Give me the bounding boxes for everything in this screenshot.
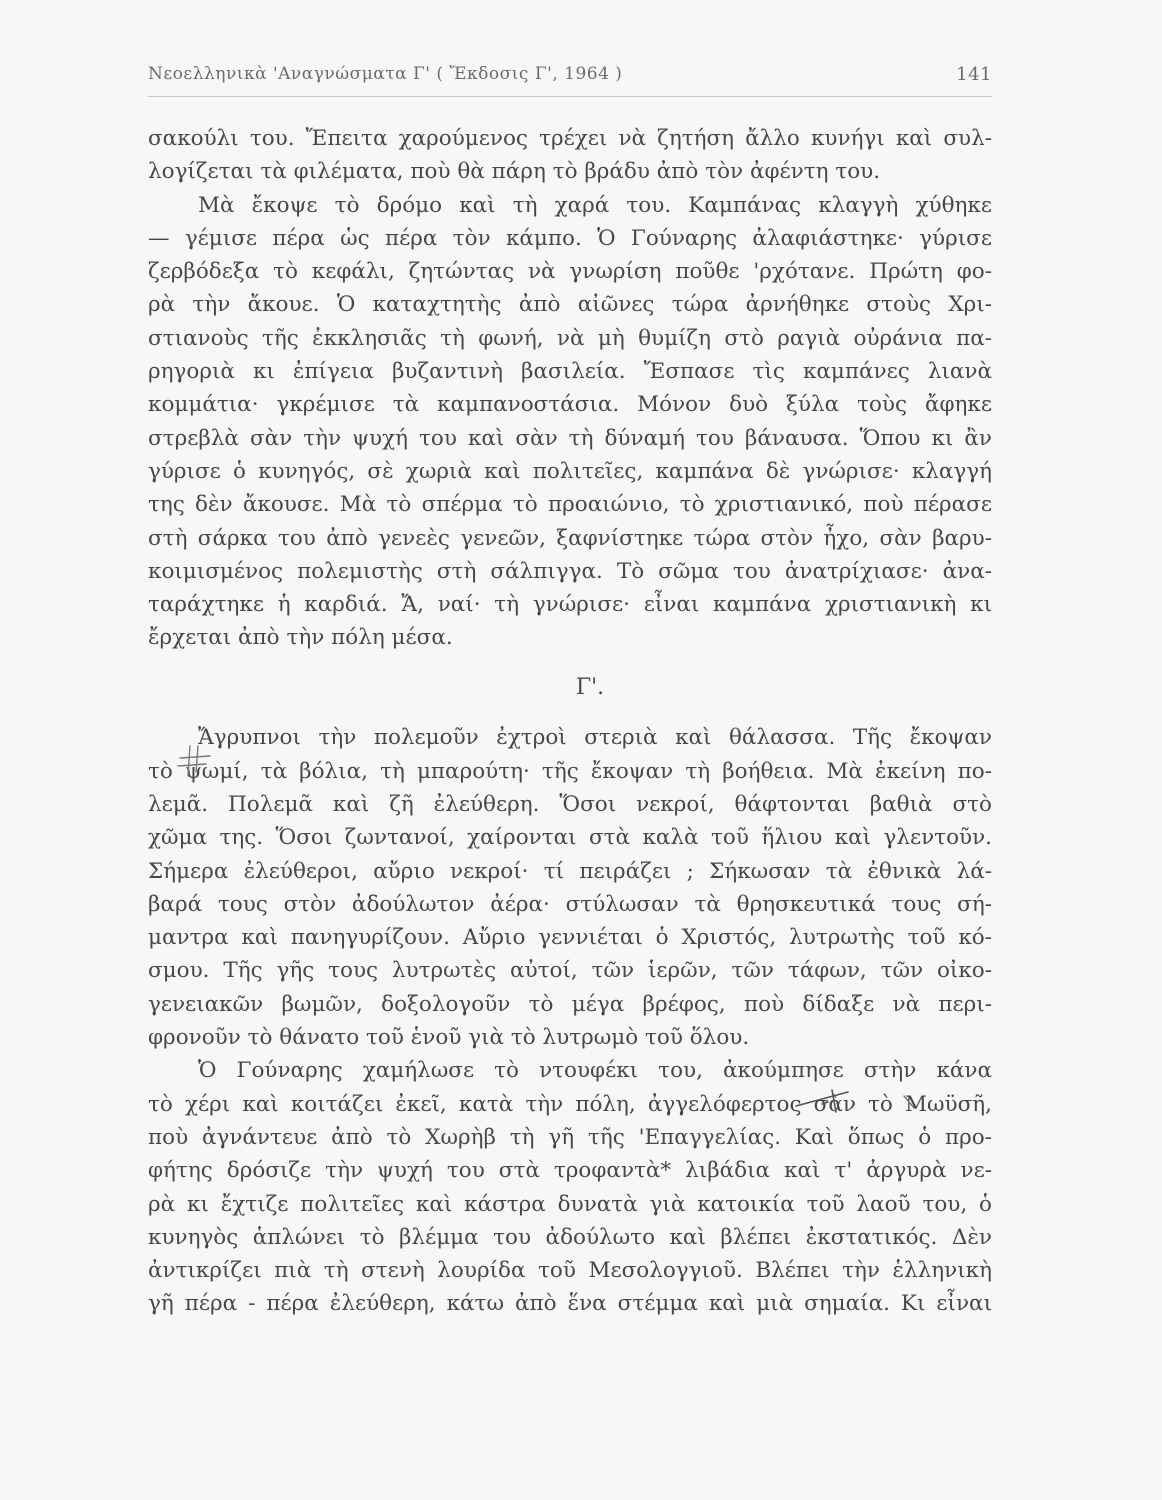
- text-line: στὴ σάρκα του ἀπὸ γενεὲς γενεῶν, ξαφνίστηκε τώρα στὸν ἦχο, σὰν βαρυ-: [148, 525, 992, 551]
- text-line: Ὁ Γούναρης χαμήλωσε τὸ ντουφέκι του, ἀκούμπησε στὴν κάνα: [198, 1058, 992, 1084]
- text-line: μαντρα καὶ πανηγυρίζουν. Αὔριο γεννιέται ὁ Χριστός, λυτρωτὴς τοῦ κό-: [148, 925, 992, 951]
- text-line: ἔρχεται ἀπὸ τὴν πόλη μέσα.: [148, 625, 453, 651]
- text-line: τὸ χέρι καὶ κοιτάζει ἐκεῖ, κατὰ τὴν πόλη, ἀγγελόφερτος σὰν τὸ Μωϋσῆ,: [148, 1091, 992, 1117]
- pen-tick-icon: [900, 1092, 920, 1112]
- pen-mark-icon: [176, 742, 216, 782]
- text-line: λογίζεται τὰ φιλέματα, ποὺ θὰ πάρη τὸ βράδυ ἀπὸ τὸν ἀφέντη του.: [148, 159, 881, 185]
- text-line: ταράχτηκε ἡ καρδιά. Ἄ, ναί· τὴ γνώρισε· εἶναι καμπάνα χριστιανικὴ κι: [148, 592, 992, 618]
- text-line: Μὰ ἔκοψε τὸ δρόμο καὶ τὴ χαρά του. Καμπάνας κλαγγὴ χύθηκε: [198, 192, 992, 218]
- text-line: ζερβόδεξα τὸ κεφάλι, ζητώντας νὰ γνωρίση ποῦθε 'ρχότανε. Πρώτη φο-: [148, 259, 992, 285]
- running-title: Νεοελληνικὰ 'Αναγνώσματα Γ' ( Ἔκδοσις Γ', 1964 ): [148, 64, 623, 84]
- text-line: στιανοὺς τῆς ἐκκλησιᾶς τὴ φωνή, νὰ μὴ θυμίζη στὸ ραγιὰ οὐράνια πα-: [148, 325, 992, 351]
- text-line: στρεβλὰ σὰν τὴν ψυχή του καὶ σὰν τὴ δύναμή του βάναυσα. Ὅπου κι ἂν: [148, 425, 992, 451]
- text-line: φήτης δρόσιζε τὴν ψυχή του στὰ τροφαντὰ* λιβάδια καὶ τ' ἀργυρὰ νε-: [148, 1158, 992, 1184]
- text-line: κομμάτια· γκρέμισε τὰ καμπανοστάσια. Μόνον δυὸ ξύλα τοὺς ἄφηκε: [148, 392, 992, 418]
- text-line: χῶμα της. Ὅσοι ζωντανοί, χαίρονται στὰ καλὰ τοῦ ἥλιου καὶ γλεντοῦν.: [148, 825, 992, 851]
- text-line: Σήμερα ἐλεύθεροι, αὔριο νεκροί· τί πειράζει ; Σήκωσαν τὰ ἐθνικὰ λά-: [148, 858, 992, 884]
- text-line: ἀντικρίζει πιὰ τὴ στενὴ λουρίδα τοῦ Μεσολογγιοῦ. Βλέπει τὴν ἑλληνικὴ: [148, 1258, 992, 1284]
- text-line: σακούλι του. Ἔπειτα χαρούμενος τρέχει νὰ ζητήση ἄλλο κυνήγι καὶ συλ-: [148, 126, 992, 151]
- header-rule: [148, 96, 992, 97]
- text-line: τὸ ψωμί, τὰ βόλια, τὴ μπαρούτη· τῆς ἔκοψαν τὴ βοήθεια. Μὰ ἐκείνη πο-: [148, 758, 992, 784]
- section-heading: Γ'.: [575, 674, 605, 700]
- text-line: βαρά τους στὸν ἀδούλωτον ἀέρα· στύλωσαν τὰ θρησκευτικά τους σή-: [148, 891, 992, 917]
- text-line: ρὰ τὴν ἄκουε. Ὁ καταχτητὴς ἀπὸ αἰῶνες τώρα ἀρνήθηκε στοὺς Χρι-: [148, 292, 992, 318]
- text-line: της δὲν ἄκουσε. Μὰ τὸ σπέρμα τὸ προαιώνιο, τὸ χριστιανικό, ποὺ πέρασε: [148, 492, 992, 518]
- text-line: φρονοῦν τὸ θάνατο τοῦ ἑνοῦ γιὰ τὸ λυτρωμὸ τοῦ ὅλου.: [148, 1025, 750, 1051]
- text-line: γενειακῶν βωμῶν, δοξολογοῦν τὸ μέγα βρέφος, ποὺ δίδαξε νὰ περι-: [148, 991, 992, 1017]
- text-line: λεμᾶ. Πολεμᾶ καὶ ζῆ ἐλεύθερη. Ὅσοι νεκροί, θάφτονται βαθιὰ στὸ: [148, 791, 992, 817]
- text-line: Ἄγρυπνοι τὴν πολεμοῦν ἐχτροὶ στεριὰ καὶ θάλασσα. Τῆς ἔκοψαν: [198, 725, 992, 751]
- text-line: κυνηγὸς ἁπλώνει τὸ βλέμμα του ἀδούλωτο καὶ βλέπει ἐκστατικός. Δὲν: [148, 1224, 992, 1250]
- text-line: γύρισε ὁ κυνηγός, σὲ χωριὰ καὶ πολιτεῖες, καμπάνα δὲ γνώρισε· κλαγγή: [148, 458, 992, 484]
- text-line: ρηγοριὰ κι ἐπίγεια βυζαντινὴ βασιλεία. Ἔσπασε τὶς καμπάνες λιανὰ: [148, 359, 992, 385]
- text-line: ποὺ ἀγνάντευε ἀπὸ τὸ Χωρὴβ τὴ γῆ τῆς 'Επαγγελίας. Καὶ ὅπως ὁ προ-: [148, 1124, 992, 1150]
- text-line: — γέμισε πέρα ὡς πέρα τὸν κάμπο. Ὁ Γούναρης ἀλαφιάστηκε· γύρισε: [148, 225, 992, 251]
- text-line: γῆ πέρα - πέρα ἐλεύθερη, κάτω ἀπὸ ἕνα στέμμα καὶ μιὰ σημαία. Κι εἶναι: [148, 1291, 992, 1317]
- text-line: ρὰ κι ἔχτιζε πολιτεῖες καὶ κάστρα δυνατὰ γιὰ κατοικία τοῦ λαοῦ του, ὁ: [148, 1191, 992, 1217]
- body-text: [148, 122, 992, 1321]
- text-line: σμου. Τῆς γῆς τους λυτρωτὲς αὐτοί, τῶν ἱερῶν, τῶν τάφων, τῶν οἰκο-: [148, 958, 992, 984]
- text-line: κοιμισμένος πολεμιστὴς στὴ σάλπιγγα. Τὸ σῶμα του ἀνατρίχιασε· ἀνα-: [148, 558, 992, 584]
- pen-scribble-icon: [792, 1086, 852, 1116]
- page-number: 141: [956, 64, 992, 85]
- page-header: [148, 60, 992, 94]
